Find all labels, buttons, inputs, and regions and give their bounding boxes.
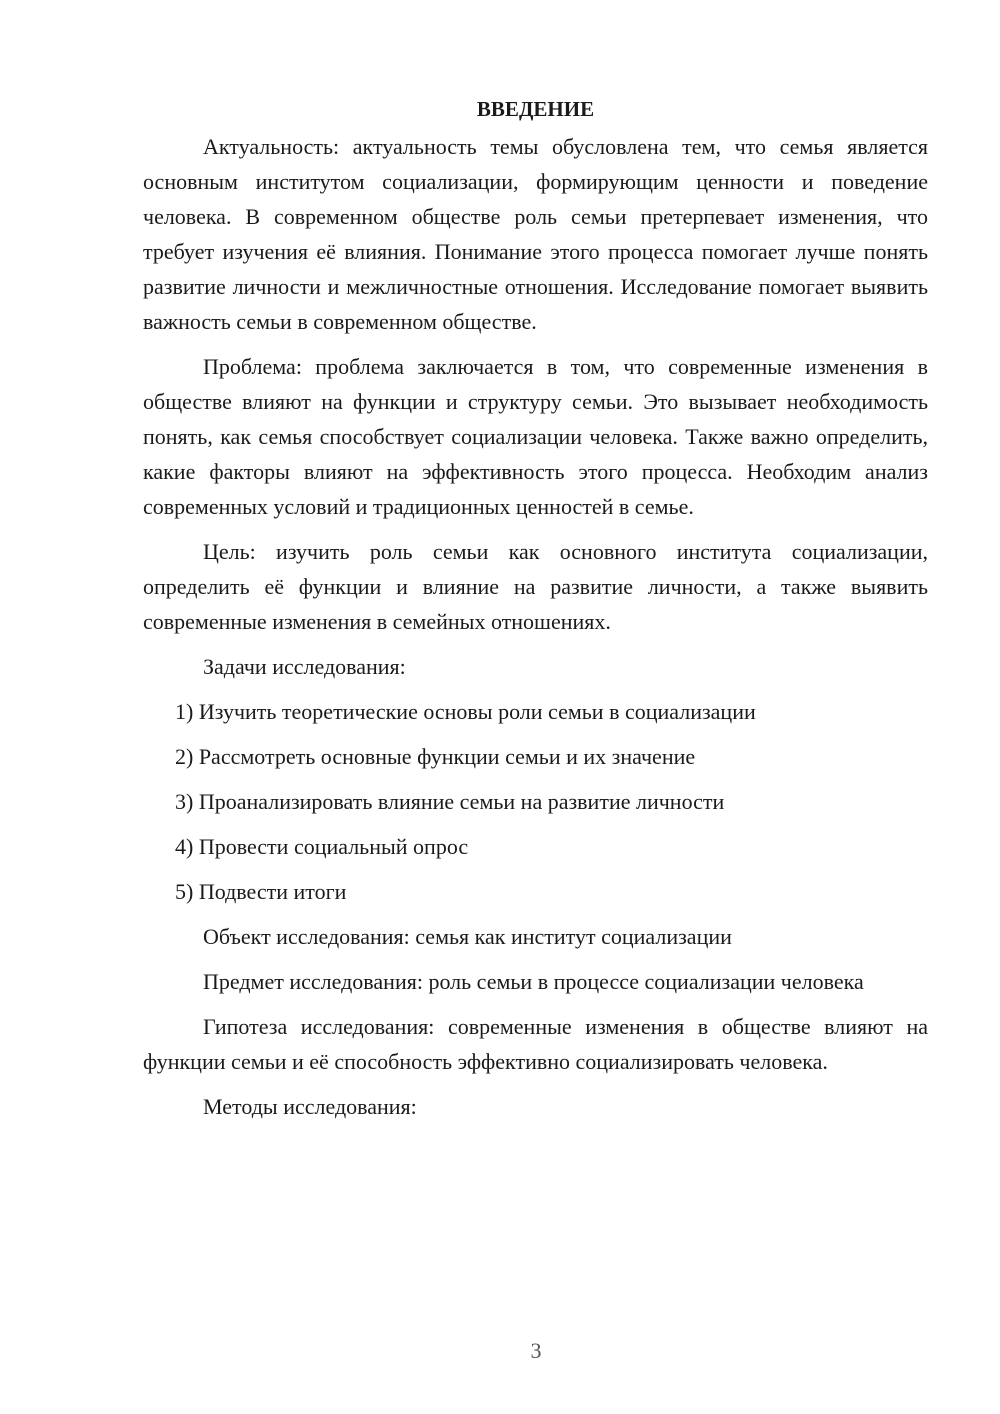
task-item-2: 2) Рассмотреть основные функции семьи и их значение (175, 744, 696, 769)
goal-paragraph: Цель: изучить роль семьи как основного института социализации, определить её функции и влияние на развитие личности, а также выявить современные изменения в семейных отношениях. (143, 539, 928, 634)
page-number: 3 (530, 1338, 542, 1363)
subject-paragraph: Предмет исследования: роль семьи в процессе социализации человека (203, 969, 864, 994)
object-paragraph: Объект исследования: семья как институт социализации (203, 924, 732, 949)
task-item-5: 5) Подвести итоги (175, 879, 347, 904)
methods-title: Методы исследования: (203, 1094, 417, 1119)
task-item-4: 4) Провести социальный опрос (175, 834, 469, 859)
task-item-1: 1) Изучить теоретические основы роли семьи в социализации (175, 699, 756, 724)
section-heading: ВВЕДЕНИЕ (476, 97, 595, 121)
relevance-paragraph: Актуальность: актуальность темы обусловлена тем, что семья является основным институтом социализации, формирующим ценности и поведение человека. В современном обществе роль семьи претерпевает изменения, что требует изучения её влияния. Понимание этого процесса помогает лучше понять развитие личности и межличностные отношения. Исследование помогает выявить важность семьи в современном обществе. (143, 134, 928, 334)
task-item-3: 3) Проанализировать влияние семьи на развитие личности (175, 789, 725, 814)
page-content (143, 92, 928, 1134)
problem-paragraph: Проблема: проблема заключается в том, что современные изменения в обществе влияют на функции и структуру семьи. Это вызывает необходимость понять, как семья способствует социализации человека. Также важно определить, какие факторы влияют на эффективность этого процесса. Необходим анализ современных условий и традиционных ценностей в семье. (143, 354, 928, 519)
hypothesis-paragraph: Гипотеза исследования: современные изменения в обществе влияют на функции семьи и её способность эффективно социализировать человека. (143, 1014, 928, 1074)
tasks-title: Задачи исследования: (203, 654, 406, 679)
